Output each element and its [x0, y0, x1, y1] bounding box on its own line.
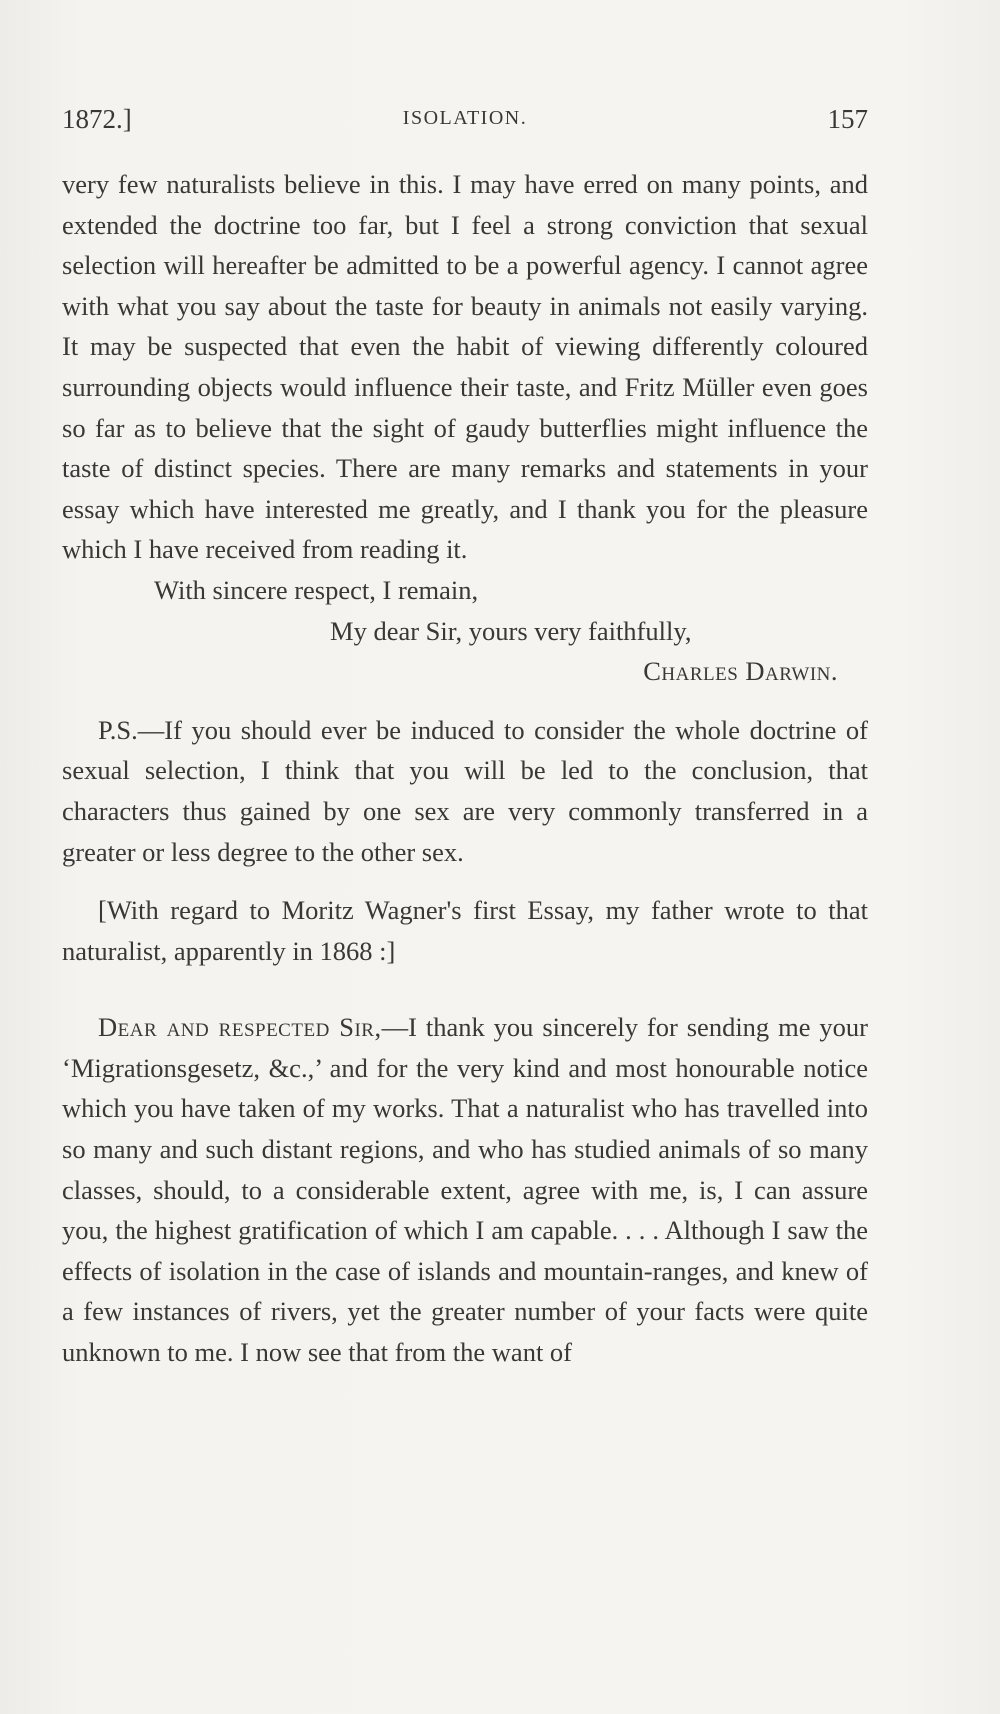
continued-paragraph: very few naturalists believe in this. I may have erred on many points, and extended the doctrine too far, but I feel a strong conviction that sexual selection will hereafter be admitted to be a powerful agency. I cannot agree with what you say about the taste for beauty in animals not easily varying. It may be suspected that even the habit of viewing differently coloured surrounding objects would influence their taste, and Fritz Müller even goes so far as to believe that the sight of gaudy butterflies might influence the taste of distinct species. There are many remarks and statements in your essay which have interested me greatly, and I thank you for the pleasure which I have received from reading it.	[62, 169, 868, 565]
letter-paragraph	[62, 1007, 868, 1372]
signature: Charles Darwin.	[643, 656, 838, 687]
closing-line-faithfully: My dear Sir, yours very faithfully,	[330, 615, 692, 646]
page-body	[62, 164, 868, 1373]
letter-salutation: Dear and respected Sir,	[98, 1012, 382, 1043]
spacer	[62, 971, 868, 1007]
letter-text: —I thank you sincerely for sending me your ‘Migrationsgesetz, &c.,’ and for the very kind and most honourable notice which you have taken of my works. That a naturalist who has travelled into so many and such distant regions, and who has studied animals of so many classes, should, to a considerable extent, agree with me, is, I can assure you, the highest gratification of which I am capable. . . . Although I saw the effects of isolation in the case of islands and mountain-ranges, and knew of a few instances of rivers, yet the greater number of your facts were quite unknown to me. I now see that from the want of	[62, 1012, 868, 1368]
spacer	[62, 872, 868, 890]
editorial-note: [With regard to Moritz Wagner's first Essay, my father wrote to that naturalist, apparently in 1868 :]	[62, 895, 868, 966]
spacer	[62, 692, 868, 710]
closing-line-respect: With sincere respect, I remain,	[154, 574, 479, 605]
postscript-paragraph: P.S.—If you should ever be induced to consider the whole doctrine of sexual selection, I think that you will be led to the conclusion, that characters thus gained by one sex are very commonly transferred in a greater or less degree to the other sex.	[62, 714, 868, 867]
header-year: 1872.]	[62, 104, 132, 134]
page-number: 157	[827, 104, 868, 134]
running-header	[62, 104, 868, 140]
header-title: ISOLATION.	[402, 107, 528, 129]
